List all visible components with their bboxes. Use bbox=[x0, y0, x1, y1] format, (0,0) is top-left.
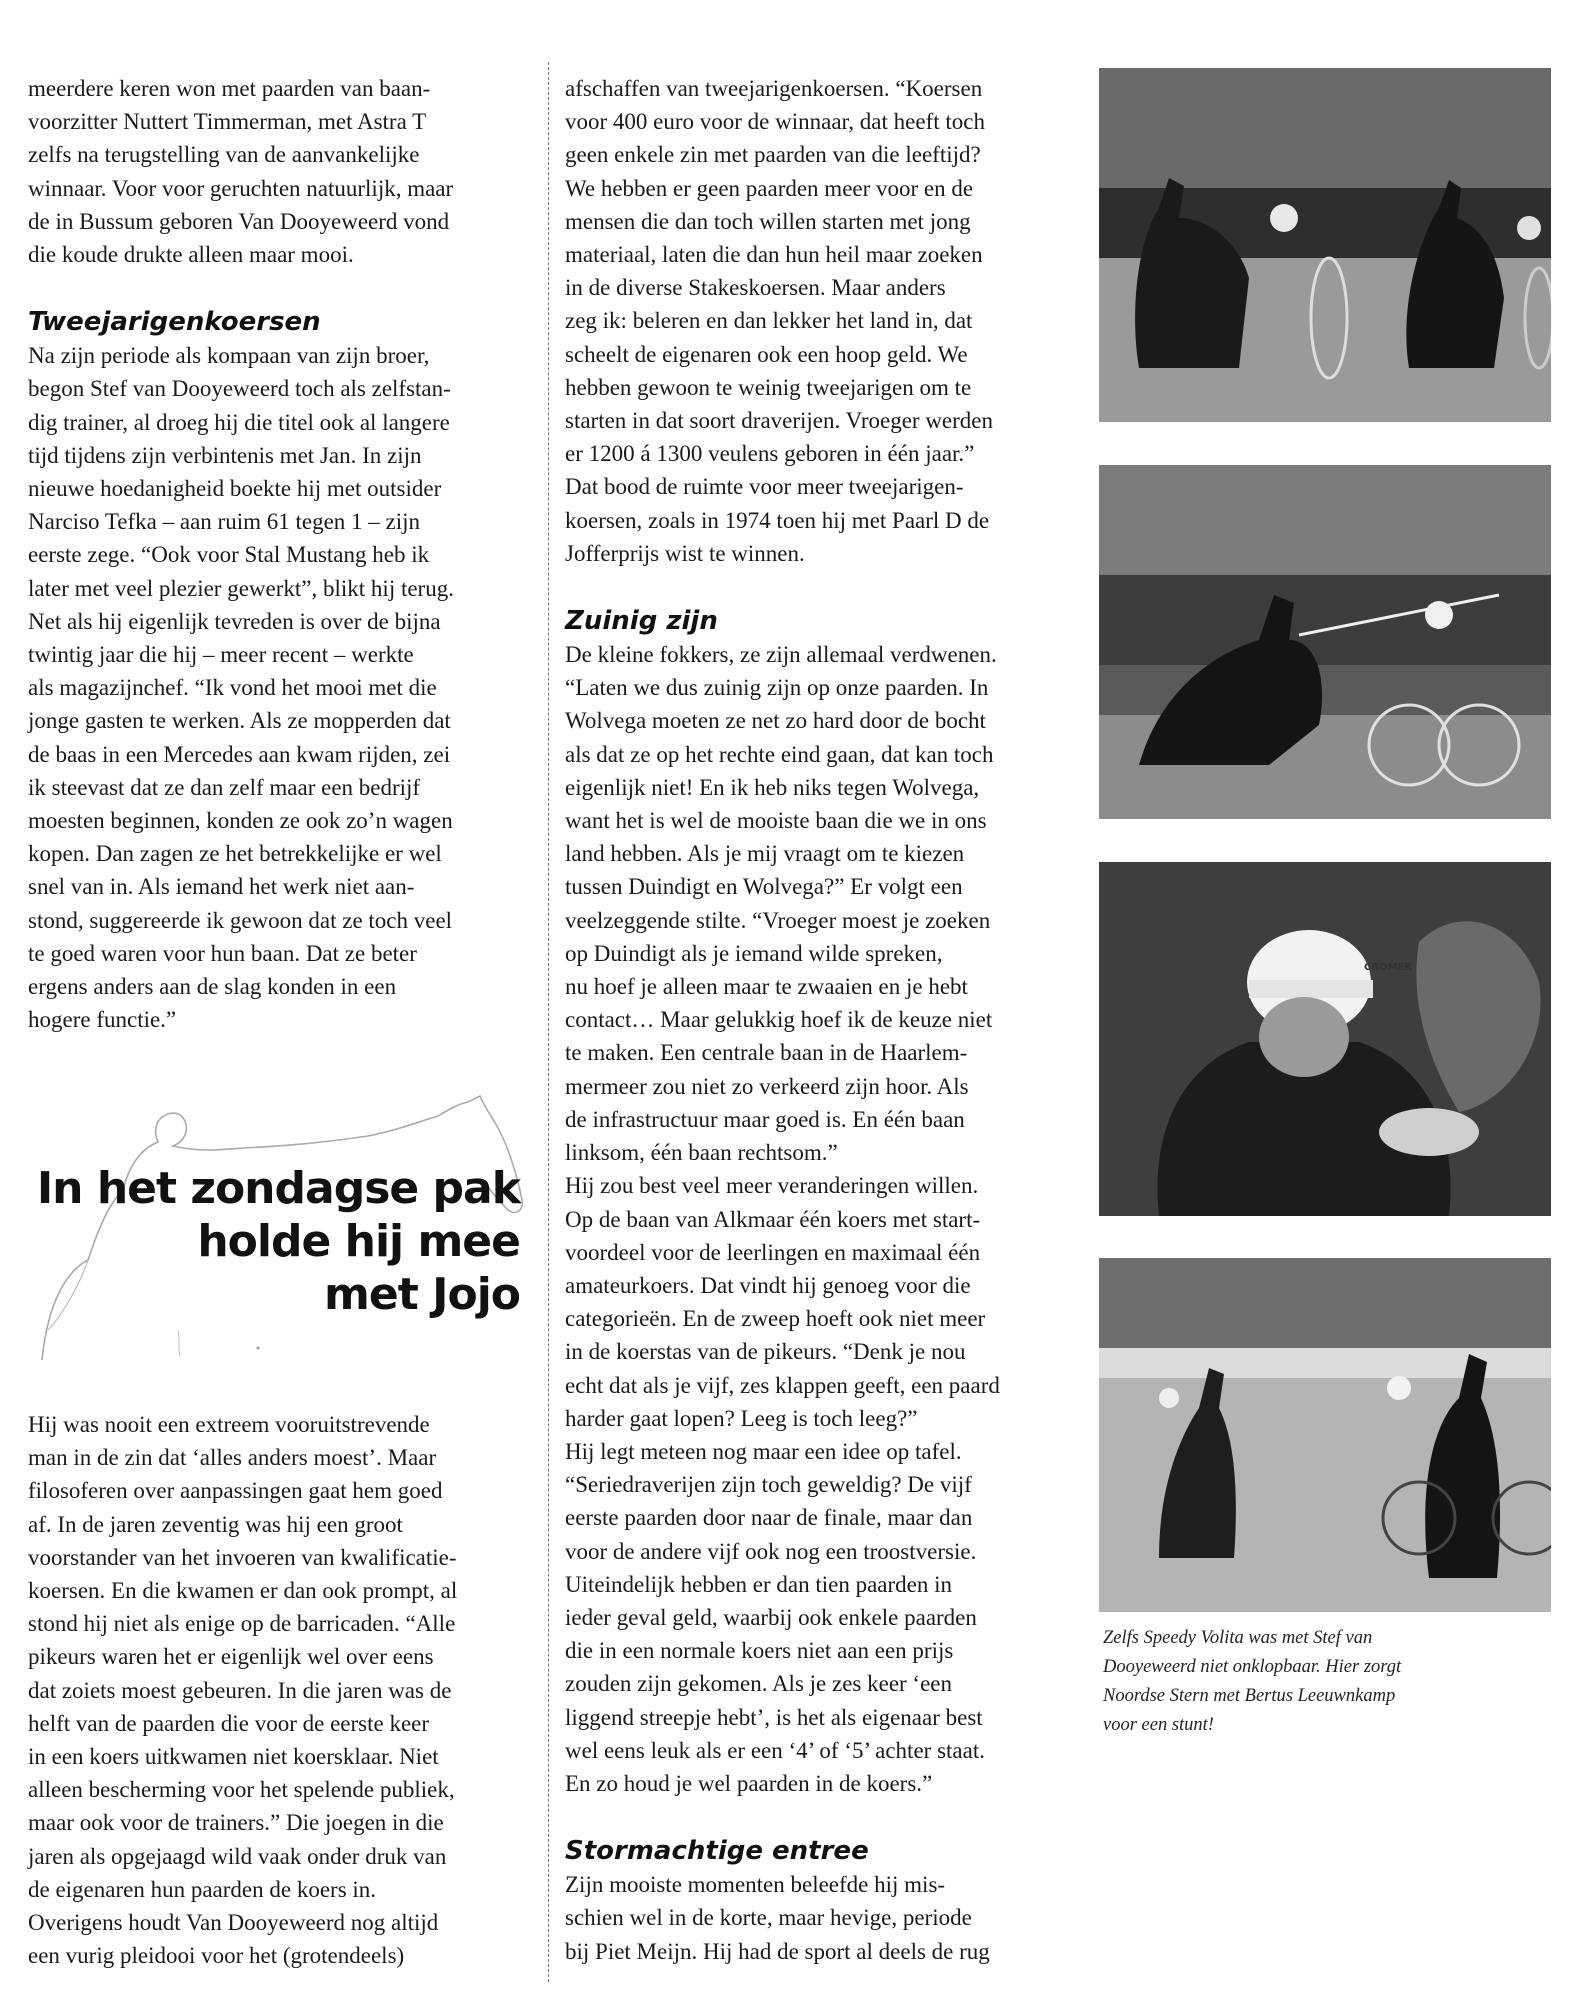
text-line: filosoferen over aanpassingen gaat hem goed bbox=[28, 1478, 443, 1504]
text-line: alleen bescherming voor het spelende publiek, bbox=[28, 1777, 455, 1803]
text-line: ergens anders aan de slag konden in een bbox=[28, 974, 397, 1000]
text-line: Dat bood de ruimte voor meer tweejarigen- bbox=[565, 474, 964, 500]
text-line: Uiteindelijk hebben er dan tien paarden in bbox=[565, 1571, 953, 1597]
text-line: bij Piet Meijn. Hij had de sport al deels de rug bbox=[565, 1938, 990, 1964]
text-line: stond, suggereerde ik gewoon dat ze toch veel bbox=[28, 907, 453, 933]
text-line: nu hoef je alleen maar te zwaaien en je hebt bbox=[565, 974, 968, 1000]
text-line: starten in dat soort draverijen. Vroeger werden bbox=[565, 408, 994, 434]
column-1 bbox=[28, 72, 528, 1036]
section-heading-zuinig-zijn: Zuinig zijn bbox=[565, 606, 718, 637]
text-line: ieder geval geld, waarbij ook enkele paarden bbox=[565, 1604, 977, 1630]
photo-trotting-race-2 bbox=[1099, 465, 1551, 819]
text-line: een vurig pleidooi voor het (grotendeels) bbox=[28, 1943, 405, 1969]
text-line: zelfs na terugstelling van de aanvankelijke bbox=[28, 142, 420, 168]
text-line: jaren als opgejaagd wild vaak onder druk van bbox=[28, 1843, 447, 1869]
text-line: dat zoiets moest gebeuren. In die jaren was de bbox=[28, 1677, 452, 1703]
text-line: die koude drukte alleen maar mooi. bbox=[28, 242, 354, 268]
text-line: nieuwe hoedanigheid boekte hij met outsider bbox=[28, 476, 442, 502]
text-line: Jofferprijs wist te winnen. bbox=[565, 540, 805, 566]
text-line: Hij zou best veel meer veranderingen willen. bbox=[565, 1173, 979, 1199]
text-line: land hebben. Als je mij vraagt om te kiezen bbox=[565, 841, 965, 867]
text-line: voorzitter Nuttert Timmerman, met Astra T bbox=[28, 109, 427, 135]
text-line: de infrastructuur maar goed is. En één baan bbox=[565, 1106, 965, 1132]
text-line: stond hij niet als enige op de barricaden. “Alle bbox=[28, 1611, 456, 1637]
text-line: mensen die dan toch willen starten met jong bbox=[565, 208, 971, 234]
text-line: eigenlijk niet! En ik heb niks tegen Wolvega, bbox=[565, 774, 980, 800]
text-line: Hij legt meteen nog maar een idee op tafel. bbox=[565, 1438, 962, 1464]
text-line: tijd tijdens zijn verbintenis met Jan. In zijn bbox=[28, 442, 422, 468]
text-line: voordeel voor de leerlingen en maximaal één bbox=[565, 1239, 981, 1265]
text-line: “Seriedraverijen zijn toch geweldig? De vijf bbox=[565, 1472, 972, 1498]
text-line: zouden zijn gekomen. Als je zes keer ‘een bbox=[565, 1671, 953, 1697]
text-line: We hebben er geen paarden meer voor en de bbox=[565, 175, 974, 201]
text-line: te maken. Een centrale baan in de Haarlem- bbox=[565, 1040, 968, 1066]
text-line: amateurkoers. Dat vindt hij genoeg voor die bbox=[565, 1272, 971, 1298]
col2-intro bbox=[565, 72, 1065, 570]
col2-body bbox=[565, 638, 1065, 1800]
text-line: hebben gewoon te weinig tweejarigen om te bbox=[565, 374, 972, 400]
text-line: in de diverse Stakeskoersen. Maar anders bbox=[565, 275, 946, 301]
text-line: in een koers uitkwamen niet koersklaar. Niet bbox=[28, 1744, 439, 1770]
text-line: er 1200 á 1300 veulens geboren in één jaar.” bbox=[565, 441, 975, 467]
text-line: op Duindigt als je iemand wilde spreken, bbox=[565, 940, 943, 966]
text-line: winnaar. Voor voor geruchten natuurlijk, maar bbox=[28, 175, 454, 201]
text-line: tussen Duindigt en Wolvega?” Er volgt een bbox=[565, 874, 963, 900]
section-heading-tweejarigenkoersen: Tweejarigenkoersen bbox=[28, 307, 321, 338]
text-line: voor de andere vijf ook nog een troostversie. bbox=[565, 1538, 977, 1564]
text-line: de baas in een Mercedes aan kwam rijden, zei bbox=[28, 741, 451, 767]
text-line: categorieën. En de zweep hoeft ook niet meer bbox=[565, 1306, 986, 1332]
text-line: contact… Maar gelukkig hoef ik de keuze niet bbox=[565, 1007, 993, 1033]
col2-final bbox=[565, 1868, 1065, 1968]
text-line: Zijn mooiste momenten beleefde hij mis- bbox=[565, 1872, 946, 1898]
text-line: snel van in. Als iemand het werk niet aan- bbox=[28, 874, 415, 900]
text-line: mermeer zou niet zo verkeerd zijn hoor. Als bbox=[565, 1073, 969, 1099]
photo-driver-with-flowers bbox=[1099, 862, 1551, 1216]
text-line: voor 400 euro voor de winnaar, dat heeft toch bbox=[565, 109, 985, 135]
text-line: materiaal, laten die dan hun heil maar zoeken bbox=[565, 242, 983, 268]
caption-line: Dooyeweerd niet onklopbaar. Hier zorgt bbox=[1103, 1657, 1402, 1677]
text-line: En zo houd je wel paarden in de koers.” bbox=[565, 1770, 933, 1796]
text-line: koersen, zoals in 1974 toen hij met Paarl D de bbox=[565, 507, 990, 533]
text-line: af. In de jaren zeventig was hij een groot bbox=[28, 1511, 403, 1537]
section-heading-stormachtige-entree: Stormachtige entree bbox=[565, 1836, 869, 1867]
text-line: twintig jaar die hij – meer recent – werkte bbox=[28, 642, 414, 668]
text-line: als dat ze op het rechte eind gaan, dat kan toch bbox=[565, 741, 994, 767]
text-line: schien wel in de korte, maar hevige, periode bbox=[565, 1905, 972, 1931]
text-line: Hij was nooit een extreem vooruitstrevende bbox=[28, 1412, 430, 1437]
text-line: moesten beginnen, konden ze ook zo’n wagen bbox=[28, 808, 453, 834]
text-line: de in Bussum geboren Van Dooyeweerd vond bbox=[28, 208, 450, 234]
pull-quote-text bbox=[37, 1162, 520, 1321]
helmet-text: CROMER bbox=[1364, 962, 1413, 973]
text-line: Na zijn periode als kompaan van zijn broer, bbox=[28, 343, 430, 369]
text-line: dig trainer, al droeg hij die titel ook al langere bbox=[28, 409, 450, 435]
caption-line: Noordse Stern met Bertus Leeuwnkamp bbox=[1103, 1686, 1396, 1706]
text-line: hogere functie.” bbox=[28, 1007, 177, 1033]
text-line: echt dat als je vijf, zes klappen geeft, een paard bbox=[565, 1372, 1000, 1398]
text-line: “Laten we dus zuinig zijn op onze paarden. In bbox=[565, 675, 989, 701]
pull-quote-line: holde hij mee bbox=[197, 1216, 520, 1267]
column-2 bbox=[565, 72, 1065, 1968]
text-line: meerdere keren won met paarden van baan- bbox=[28, 76, 431, 101]
text-line: wel eens leuk als er een ‘4’ of ‘5’ achter staat. bbox=[565, 1737, 985, 1763]
text-line: eerste paarden door naar de finale, maar dan bbox=[565, 1505, 973, 1531]
photo-trotting-race-1 bbox=[1099, 68, 1551, 422]
text-line: in de koerstas van de pikeurs. “Denk je nou bbox=[565, 1339, 966, 1365]
text-line: veelzeggende stilte. “Vroeger moest je zoeken bbox=[565, 907, 991, 933]
col1-lower bbox=[28, 1408, 528, 1972]
caption-line: Zelfs Speedy Volita was met Stef van bbox=[1103, 1628, 1373, 1648]
photo-trotting-race-3 bbox=[1099, 1258, 1551, 1612]
text-line: ik steevast dat ze dan zelf maar een bedrijf bbox=[28, 774, 421, 800]
photo-caption bbox=[1103, 1624, 1553, 1740]
text-line: zeg ik: beleren en dan lekker het land in, dat bbox=[565, 308, 973, 334]
pull-quote-line: met Jojo bbox=[324, 1269, 520, 1320]
caption-line: voor een stunt! bbox=[1103, 1715, 1214, 1735]
text-line: Overigens houdt Van Dooyeweerd nog altijd bbox=[28, 1910, 439, 1936]
text-line: De kleine fokkers, ze zijn allemaal verdwenen. bbox=[565, 642, 997, 668]
pull-quote-line: In het zondagse pak bbox=[36, 1163, 520, 1214]
text-line: koersen. En die kwamen er dan ook prompt, al bbox=[28, 1578, 458, 1604]
text-line: pikeurs waren het er eigenlijk wel over eens bbox=[28, 1644, 434, 1670]
text-line: man in de zin dat ‘alles anders moest’. Maar bbox=[28, 1445, 437, 1471]
text-line: later met veel plezier gewerkt”, blikt hij terug. bbox=[28, 575, 454, 601]
text-line: Net als hij eigenlijk tevreden is over de bijna bbox=[28, 608, 441, 634]
text-line: Narciso Tefka – aan ruim 61 tegen 1 – zijn bbox=[28, 509, 421, 535]
text-line: die in een normale koers niet aan een prijs bbox=[565, 1638, 954, 1664]
col1-intro bbox=[28, 72, 528, 271]
text-line: de eigenaren hun paarden de koers in. bbox=[28, 1876, 377, 1902]
text-line: als magazijnchef. “Ik vond het mooi met die bbox=[28, 675, 437, 701]
text-line: kopen. Dan zagen ze het betrekkelijke er wel bbox=[28, 841, 442, 867]
pull-quote bbox=[28, 1030, 528, 1360]
text-line: scheelt de eigenaren ook een hoop geld. We bbox=[565, 341, 968, 367]
text-line: voorstander van het invoeren van kwalificatie- bbox=[28, 1544, 457, 1570]
text-line: linksom, één baan rechtsom.” bbox=[565, 1140, 838, 1166]
column-divider bbox=[548, 62, 549, 1982]
text-line: afschaffen van tweejarigenkoersen. “Koersen bbox=[565, 76, 983, 101]
text-line: maar ook voor de trainers.” Die joegen in die bbox=[28, 1810, 444, 1836]
text-line: begon Stef van Dooyeweerd toch als zelfstan- bbox=[28, 376, 451, 402]
text-line: Wolvega moeten ze net zo hard door de bocht bbox=[565, 708, 986, 734]
text-line: Op de baan van Alkmaar één koers met start- bbox=[565, 1206, 981, 1232]
text-line: want het is wel de mooiste baan die we in ons bbox=[565, 808, 987, 834]
col1-body bbox=[28, 339, 528, 1036]
text-line: liggend streepje hebt’, is het als eigenaar best bbox=[565, 1704, 983, 1730]
text-line: jonge gasten te werken. Als ze mopperden dat bbox=[28, 708, 451, 734]
text-line: te goed waren voor hun baan. Dat ze beter bbox=[28, 940, 417, 966]
text-line: geen enkele zin met paarden van die leeftijd? bbox=[565, 142, 981, 168]
text-line: harder gaat lopen? Leeg is toch leeg?” bbox=[565, 1405, 918, 1431]
text-line: helft van de paarden die voor de eerste keer bbox=[28, 1710, 430, 1736]
text-line: eerste zege. “Ook voor Stal Mustang heb ik bbox=[28, 542, 430, 568]
